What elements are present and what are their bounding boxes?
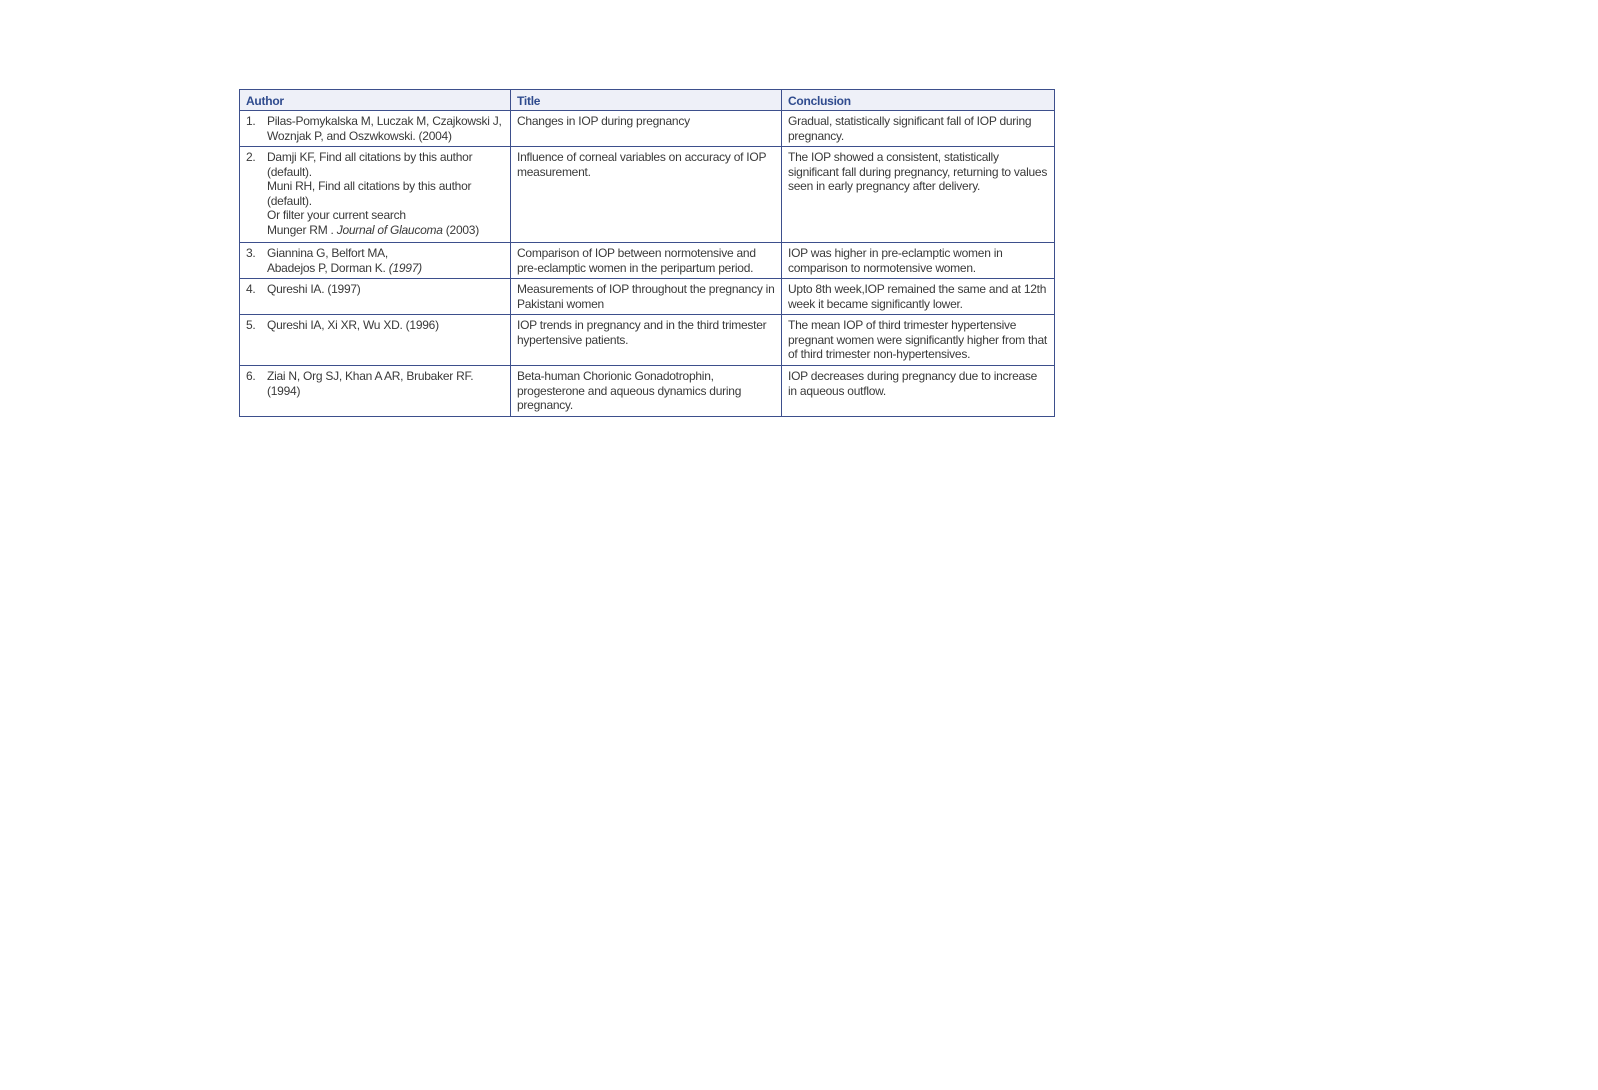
row-number: 1.	[246, 114, 256, 128]
header-author: Author	[240, 90, 511, 111]
row-number: 4.	[246, 282, 256, 296]
author-line: Damji KF, Find all citations by this author (default).	[267, 150, 473, 179]
author-cell	[240, 111, 511, 147]
author-line: Giannina G, Belfort MA,	[267, 246, 388, 260]
title-cell: Beta-human Chorionic Gonadotrophin, progesterone and aqueous dynamics during pregnancy.	[511, 366, 782, 417]
table-row	[240, 366, 1055, 417]
table-row	[240, 147, 1055, 243]
author-line: Or filter your current search	[267, 208, 406, 222]
conclusion-cell: IOP was higher in pre-eclamptic women in comparison to normotensive women.	[782, 243, 1055, 279]
table-row	[240, 315, 1055, 366]
row-number: 2.	[246, 150, 256, 164]
author-year: (1997)	[388, 260, 422, 275]
author-name: Munger RM .	[267, 222, 334, 237]
row-number: 6.	[246, 369, 256, 383]
author-text: Ziai N, Org SJ, Khan A AR, Brubaker RF. (1994)	[267, 369, 474, 398]
author-text	[267, 150, 503, 237]
table-row	[240, 243, 1055, 279]
conclusion-cell: The IOP showed a consistent, statistically significant fall during pregnancy, returning to values seen in early pregnancy after delivery.	[782, 147, 1055, 243]
header-conclusion: Conclusion	[782, 90, 1055, 111]
author-text: Pilas-Pomykalska M, Luczak M, Czajkowski J, Woznjak P, and Oszwkowski. (2004)	[267, 114, 502, 143]
header-title: Title	[511, 90, 782, 111]
author-name: Abadejos P, Dorman K.	[267, 260, 386, 275]
table-row	[240, 279, 1055, 315]
title-cell: IOP trends in pregnancy and in the third trimester hypertensive patients.	[511, 315, 782, 366]
journal-name: Journal of Glaucoma	[336, 222, 443, 237]
title-cell: Measurements of IOP throughout the pregnancy in Pakistani women	[511, 279, 782, 315]
conclusion-cell: The mean IOP of third trimester hypertensive pregnant women were significantly higher from that of third trimester non-hypertensives.	[782, 315, 1055, 366]
author-line	[267, 261, 503, 276]
author-line	[267, 223, 503, 238]
title-cell: Comparison of IOP between normotensive and pre-eclamptic women in the peripartum period.	[511, 243, 782, 279]
author-text	[267, 246, 503, 275]
author-cell	[240, 243, 511, 279]
table-header-row	[240, 90, 1055, 111]
table-row	[240, 111, 1055, 147]
conclusion-cell: Upto 8th week,IOP remained the same and at 12th week it became significantly lower.	[782, 279, 1055, 315]
title-cell: Changes in IOP during pregnancy	[511, 111, 782, 147]
author-cell	[240, 366, 511, 417]
author-cell	[240, 315, 511, 366]
row-number: 3.	[246, 246, 256, 260]
author-text: Qureshi IA. (1997)	[267, 282, 361, 296]
conclusion-cell: IOP decreases during pregnancy due to increase in aqueous outflow.	[782, 366, 1055, 417]
author-line: Muni RH, Find all citations by this author (default).	[267, 179, 472, 208]
conclusion-cell: Gradual, statistically significant fall of IOP during pregnancy.	[782, 111, 1055, 147]
author-text: Qureshi IA, Xi XR, Wu XD. (1996)	[267, 318, 439, 332]
title-cell: Influence of corneal variables on accuracy of IOP measurement.	[511, 147, 782, 243]
literature-table	[239, 89, 1055, 417]
author-year: (2003)	[445, 222, 479, 237]
author-cell	[240, 279, 511, 315]
author-cell	[240, 147, 511, 243]
row-number: 5.	[246, 318, 256, 332]
